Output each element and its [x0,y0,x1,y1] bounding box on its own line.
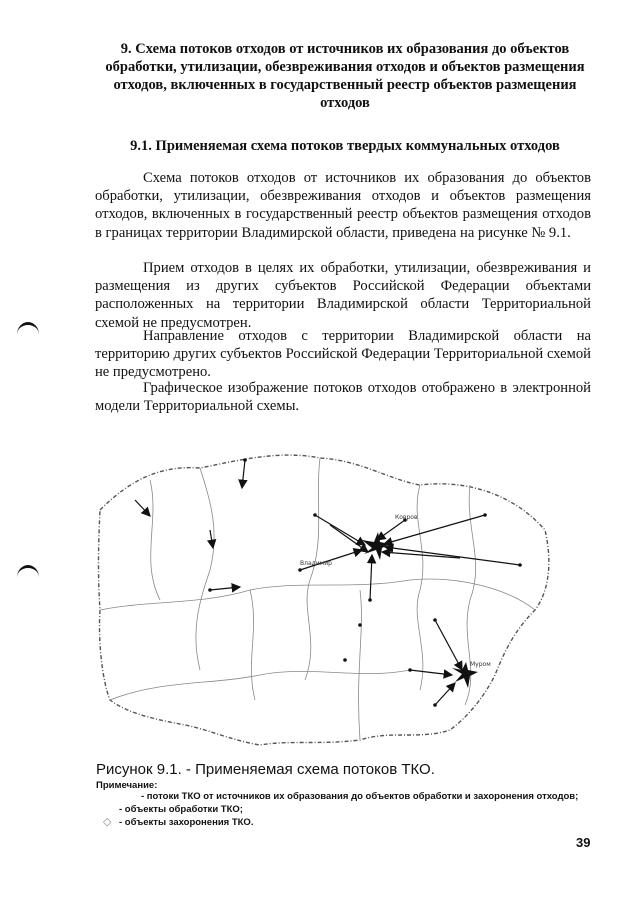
legend-item-flows: - потоки ТКО от источников их образования до объектов обработки и захоронения отходов; [141,791,579,802]
source-point [518,563,522,567]
scan-margin-mark [17,565,39,590]
flow-arrow [410,670,452,675]
flow-arrow [435,683,455,705]
flow-arrow [210,530,213,548]
flow-arrow [377,520,405,540]
paragraph-waste-import: Прием отходов в целях их обработки, утилизации, обезвреживания и размещения из других субъектов Российской Федерации объектами расположенных на территории Владимирской области Территориальной схемой не предусмотрен. [95,260,591,331]
district-boundaries [100,458,535,740]
subsection-title: 9.1. Применяемая схема потоков твердых коммунальных отходов [130,138,560,154]
figure-note-label: Примечание: [96,780,158,791]
facility-hub-central [362,532,390,560]
source-point [433,703,437,707]
paragraph-waste-export: Направление отходов с территории Владимирской области на территорию других субъектов Российской Федерации Территориальной схемой не предусмотрено. [95,328,591,381]
source-point [483,513,487,517]
flow-arrow [435,620,462,670]
source-point [243,458,247,462]
landfill-legend-icon: ◇ [103,815,112,828]
source-point [313,513,317,517]
source-point [408,668,412,672]
waste-flow-map [90,440,560,755]
flow-arrow [315,515,365,545]
paragraph-graphic-model: Графическое изображение потоков отходов отображено в электронной модели Территориальной схемы. [95,380,591,415]
page-number: 39 [576,835,591,850]
figure-caption: Рисунок 9.1. - Применяемая схема потоков ТКО. [96,761,435,778]
source-point [358,623,362,627]
city-label-vladimir: Владимир [300,560,332,567]
city-label-murom: Муром [470,661,491,668]
scan-margin-mark [17,322,39,347]
flow-arrow [210,587,240,590]
flow-arrow [135,500,150,516]
flow-arrow [385,547,520,565]
section-title: 9. Схема потоков отходов от источников их образования до объектов обработки, утилизации, обезвреживания отходов и объектов размещения отходов, включенных в государственный реестр объектов размещения отходов [105,41,585,111]
city-label-kovrov: Ковров [395,514,418,521]
source-point [298,568,302,572]
paragraph-scheme-description: Схема потоков отходов от источников их образования до объектов обработки, утилизации, обезвреживания отходов и объектов размещения отходов, включенных в государственный реестр объектов размещения отходов в границах территории Владимирской области, приведена на рисунке № 9.1. [95,170,591,241]
flow-arrow [242,460,245,488]
legend-item-treatment: - объекты обработки ТКО; [119,804,243,815]
source-point [368,598,372,602]
legend-item-landfill: - объекты захоронения ТКО. [119,817,254,828]
source-point [343,658,347,662]
flow-arrow [370,555,372,600]
flow-arrow [330,525,368,552]
region-boundary [99,455,549,745]
source-point [208,588,212,592]
source-point [433,618,437,622]
waste-flow-arrows [135,460,520,705]
